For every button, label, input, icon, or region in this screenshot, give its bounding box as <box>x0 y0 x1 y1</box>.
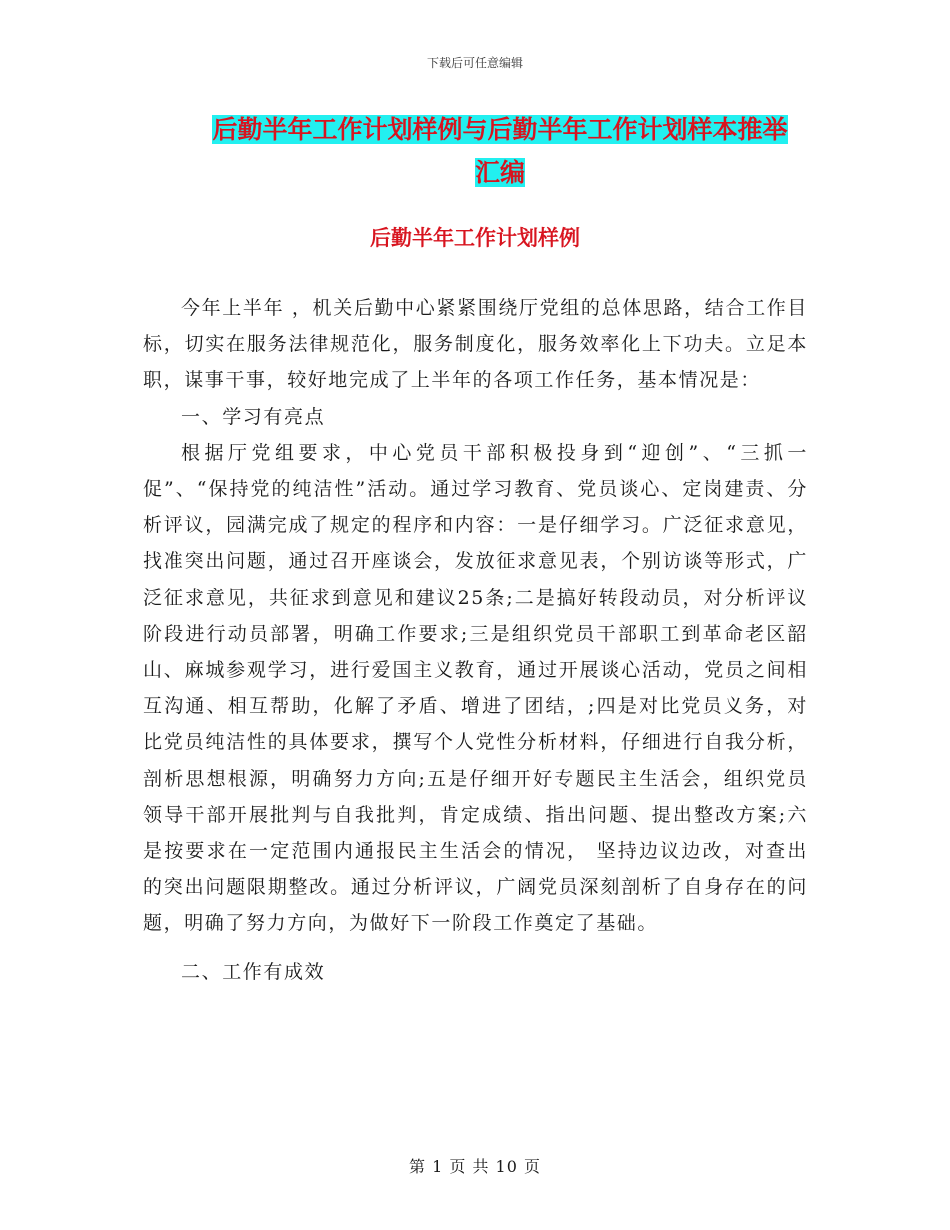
document-title-line-2: 汇编 <box>474 158 525 187</box>
body-text <box>143 290 808 990</box>
page-number: 第 1 页 共 10 页 <box>409 1157 541 1176</box>
heading-work-results: 二、工作有成效 <box>181 960 326 983</box>
page-header-note: 下载后可任意编辑 <box>426 56 523 70</box>
document-title-line-1: 后勤半年工作计划样例与后勤半年工作计划样本推举 <box>212 115 788 144</box>
paragraph-learning: 根据厅党组要求，中心党员干部积极投身到“迎创”、“三抓一促”、“保持党的纯洁性”活动。通过学习教育、党员谈心、定岗建责、分析评议，园满完成了规定的程序和内容：一是仔细学习。广泛征求意见，找准突出问题，通过召开座谈会，发放征求意见表，个别访谈等形式，广泛征求意见，共征求到意见和建议25条;二是搞好转段动员，对分析评议阶段进行动员部署，明确工作要求;三是组织党员干部职工到革命老区韶山、麻城参观学习，进行爱国主义教育，通过开展谈心活动，党员之间相互沟通、相互帮助，化解了矛盾、增进了团结，;四是对比党员义务，对比党员纯洁性的具体要求，撰写个人党性分析材料，仔细进行自我分析，剖析思想根源，明确努力方向;五是仔细开好专题民主生活会，组织党员领导干部开展批判与自我批判，肯定成绩、指出问题、提出整改方案;六是按要求在一定范围内通报民主生活会的情况， 坚持边议边改，对查出的突出问题限期整改。通过分析评议，广阔党员深刻剖析了自身存在的问题，明确了努力方向，为做好下一阶段工作奠定了基础。 <box>143 441 808 935</box>
document-title <box>190 108 810 194</box>
heading-learning: 一、学习有亮点 <box>181 405 326 428</box>
section-title: 后勤半年工作计划样例 <box>370 226 580 250</box>
paragraph-intro: 今年上半年 ，机关后勤中心紧紧围绕厅党组的总体思路，结合工作目标，切实在服务法律规范化，服务制度化，服务效率化上下功夫。立足本职，谋事干事，较好地完成了上半年的各项工作任务，基本情况是： <box>143 297 808 392</box>
